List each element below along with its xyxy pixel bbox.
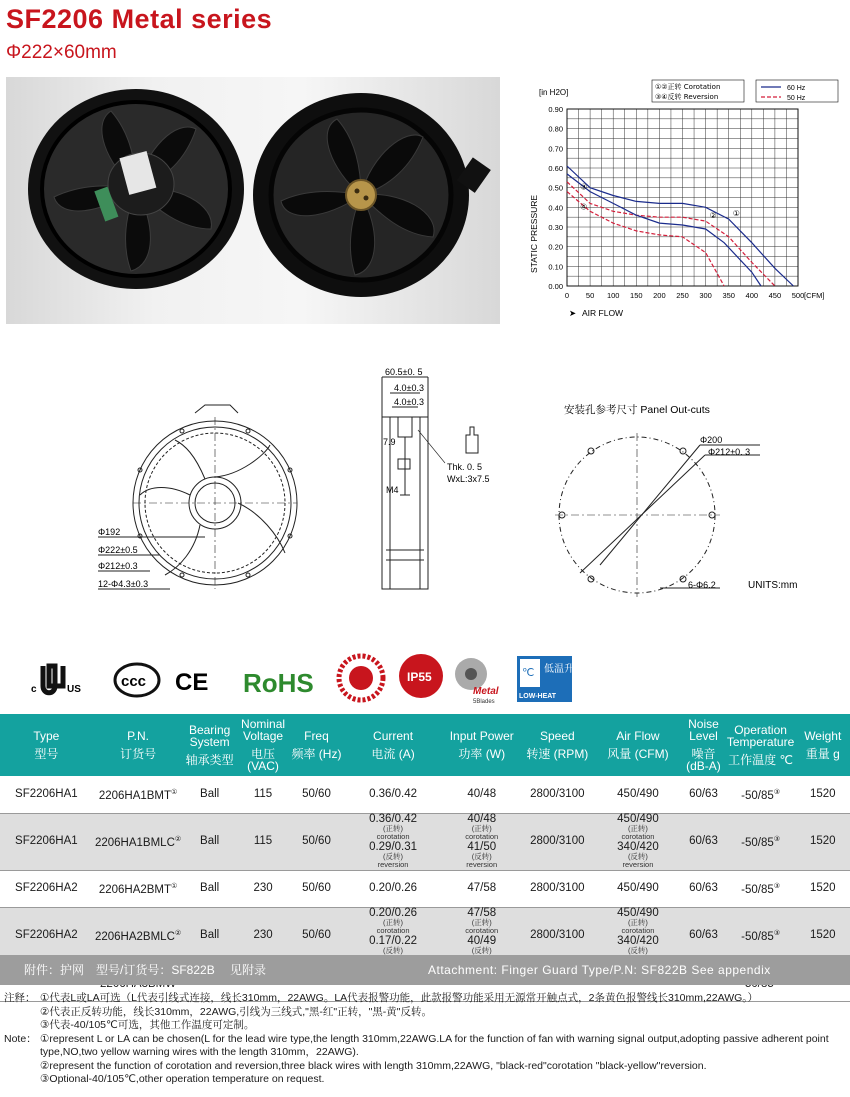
table-header-cell [343, 714, 444, 776]
table-cell: 450/490 (正转) corotation 340/420 (反转) reversion [595, 813, 682, 870]
svg-text:低温升: 低温升 [544, 664, 574, 675]
table-cell: 0.36/0.42 (正转) corotation 0.29/0.31 (反转) reversion [343, 813, 444, 870]
metal-blades-icon [455, 658, 499, 705]
x-axis-arrow-icon: ➤ [569, 308, 577, 318]
header-en: P.N. [127, 729, 149, 743]
series-line-1 [567, 166, 793, 286]
cell-value: 40/48 [467, 787, 497, 800]
table-cell [343, 870, 444, 907]
table-cell [595, 870, 682, 907]
cell-bearing: Ball [200, 882, 220, 894]
cell-noise: 60/63 [689, 882, 718, 894]
table-cell [290, 870, 342, 907]
table-cell [726, 776, 796, 813]
table-cell [236, 776, 290, 813]
dim-m4: M4 [386, 485, 399, 495]
ul-c-text: c [31, 684, 37, 695]
cell-weight: 1520 [809, 929, 836, 941]
pn-mark: ① [171, 788, 178, 796]
cell-speed: 2800/3100 [530, 882, 585, 894]
green-seal-icon [339, 656, 383, 700]
cell-freq: 50/60 [302, 787, 331, 800]
cell-freq: 50/60 [302, 882, 331, 894]
table-cell: 0.20/0.26 (正转) corotation 0.17/0.22 (反转) [343, 907, 444, 964]
table-cell [183, 870, 235, 907]
cell-value: 450/490 [617, 787, 659, 800]
y-unit-label: [in H2O] [539, 88, 569, 97]
series-line-4 [567, 192, 724, 286]
x-unit-label: [CFM] [804, 291, 825, 300]
dim-thk: Thk. 0. 5 [447, 462, 483, 472]
rohs-icon: RoHS [243, 668, 314, 698]
x-tick-label: 250 [676, 291, 689, 300]
y-axis-label: STATIC PRESSURE [529, 194, 539, 273]
legend-50hz: 50 Hz [787, 95, 806, 102]
table-cell [520, 870, 595, 907]
cell-temp: -50/85 [741, 930, 774, 943]
cell-freq: 50/60 [302, 929, 331, 941]
table-cell: 47/58 (正转) corotation 40/49 (反转) [443, 907, 520, 964]
cell-temp: -50/85 [741, 836, 774, 849]
cell-speed: 2800/3100 [530, 835, 585, 847]
ul-us-text: US [67, 684, 81, 695]
dim-side-width: 60.5±0. 5 [385, 367, 423, 377]
pn-mark: ① [171, 883, 178, 891]
header-cn: 型号 [34, 747, 59, 761]
header-cn: 轴承类型 [185, 753, 234, 767]
header-cn: 功率 (W) [458, 747, 506, 761]
cell-weight: 1520 [809, 787, 836, 800]
panel-cutout-drawing [555, 433, 760, 597]
dim-holes: 12-Φ4.3±0.3 [98, 579, 149, 589]
table-row [0, 870, 850, 907]
legend-60hz: 60 Hz [787, 85, 806, 92]
table-header-cell [0, 714, 93, 776]
x-axis-label: AIR FLOW [582, 308, 624, 318]
page-title: SF2206 Metal series [6, 4, 273, 34]
header-en: Speed [539, 729, 575, 743]
cell-value-a: 40/48 [467, 812, 497, 825]
header-en: Current [373, 729, 414, 743]
temp-mark: ③ [773, 836, 781, 844]
svg-text:Metal: Metal [473, 686, 499, 697]
x-tick-label: 50 [585, 291, 595, 300]
cell-type: SF2206HA1 [15, 835, 78, 847]
header-cn: 风量 (CFM) [607, 747, 669, 761]
table-cell [726, 870, 796, 907]
note-en-1: ①represent L or LA can be chosen(L for the lead wire type,the length 310mm,22AWG.LA for the function of fan with warning signal output,adopting passive adherent point type,NO,two yellow warning wires with the length 310mm，22AWG). [40, 1032, 829, 1058]
table-cell [236, 813, 290, 870]
note-zh-1: ①代表L或LA可选（L代表引线式连接，线长310mm，22AWG。LA代表报警功能，此款报警功能采用无源常开触点式，2条黄色报警线长310mm,22AWG。） [40, 992, 759, 1004]
table-cell [520, 813, 595, 870]
series-marker-2: ② [709, 211, 717, 221]
table-header-cell [443, 714, 520, 776]
header-en: Operation Temperature [726, 723, 795, 749]
performance-curve-chart [505, 78, 845, 323]
cell-type: SF2206HA1 [15, 787, 78, 800]
cell-value: 450/490 [617, 882, 659, 894]
table-header-cell [726, 714, 796, 776]
series-marker-3: ③ [580, 182, 588, 192]
x-tick-label: 150 [630, 291, 643, 300]
dimension-drawings [0, 355, 850, 615]
ce-icon: CE [175, 669, 209, 696]
table-cell [236, 870, 290, 907]
dim-222: Φ222±0.5 [98, 545, 138, 555]
product-photo [6, 77, 500, 324]
page-subtitle: Φ222×60mm [6, 42, 117, 63]
dim-side-t2: 4.0±0.3 [394, 397, 424, 407]
cell-noise: 60/63 [689, 929, 718, 941]
cell-value-a: 0.36/0.42 [369, 812, 418, 825]
table-cell [443, 776, 520, 813]
header-en: Input Power [449, 729, 514, 743]
table-cell [93, 870, 184, 907]
cell-weight: 1520 [809, 835, 836, 847]
legend-corotation: ①②正转 Corotation [655, 83, 721, 91]
temp-mark: ③ [773, 930, 781, 938]
table-row [0, 776, 850, 813]
x-tick-label: 0 [564, 291, 570, 300]
cell-pn: 2206HA2BMLC [94, 930, 175, 943]
ip55-icon [399, 654, 443, 698]
header-cn: 电压 (VAC) [247, 747, 279, 773]
table-cell [93, 813, 184, 870]
cell-value-a: 47/58 [467, 906, 497, 919]
cell-bearing: Ball [200, 787, 220, 800]
table-cell [443, 870, 520, 907]
cell-speed: 2800/3100 [530, 787, 585, 800]
header-en: Air Flow [616, 729, 660, 743]
table-cell [0, 870, 93, 907]
note-zh-3: ③代表-40/105℃可选，其他工作温度可定制。 [40, 1019, 255, 1031]
dim-212: Φ212±0.3 [98, 561, 138, 571]
y-tick-label: 0.60 [548, 164, 563, 173]
table-header-cell [236, 714, 290, 776]
low-heat-icon [517, 656, 574, 702]
pn-mark: ② [174, 930, 182, 938]
cell-voltage: 230 [253, 929, 273, 941]
attachment-bar [0, 955, 850, 985]
table-cell [681, 776, 725, 813]
y-tick-label: 0.10 [548, 262, 563, 272]
cell-value-a: 0.20/0.26 [369, 906, 418, 919]
series-marker-4: ④ [580, 202, 588, 212]
cell-noise: 60/63 [689, 787, 718, 800]
table-header-cell [183, 714, 235, 776]
cell-value: 0.20/0.26 [369, 882, 418, 894]
table-cell [183, 813, 235, 870]
table-header-cell [681, 714, 725, 776]
note-en-3: ③Optional-40/105℃,other operation temperature on request. [40, 1073, 325, 1085]
x-tick-label: 350 [722, 291, 735, 300]
panel-dim-212: Φ212±0. 3 [708, 447, 751, 457]
ul-mark-icon [31, 666, 81, 695]
y-tick-label: 0.90 [548, 105, 563, 114]
header-en: Noise Level [688, 717, 719, 743]
cell-bearing: Ball [200, 835, 220, 847]
header-en: Weight [804, 729, 842, 743]
table-cell [796, 776, 850, 813]
ccc-icon [115, 664, 159, 696]
cell-speed: 2800/3100 [530, 929, 585, 941]
header-en: Bearing System [188, 723, 231, 749]
panel-cutout-title: 安装孔参考尺寸 Panel Out-cuts [564, 404, 710, 416]
table-cell [681, 813, 725, 870]
dim-7-9: 7.9 [383, 437, 396, 447]
table-cell [290, 776, 342, 813]
y-tick-label: 0.40 [548, 203, 563, 213]
cell-weight: 1520 [809, 882, 836, 894]
note-en-2: ②represent the function of corotation and reversion,three black wires with length 310mm,22AWG, "black-red"corotation "black-yellow"reversion. [40, 1059, 707, 1072]
cell-value-b: 40/49 [467, 934, 497, 947]
attachment-cn: 附件：护网 型号/订货号：SF822B 见附录 [24, 963, 267, 977]
cell-value-b: 41/50 [467, 840, 497, 853]
table-cell: 450/490 (正转) corotation 340/420 (反转) [595, 907, 682, 964]
table-cell [343, 776, 444, 813]
dim-wxl: WxL:3x7.5 [447, 474, 490, 484]
cell-value-b: 0.17/0.22 [369, 934, 418, 947]
header-cn: 噪音 (dB-A) [686, 747, 721, 773]
panel-dim-200: Φ200 [700, 435, 723, 445]
svg-text:ccc: ccc [121, 673, 147, 690]
table-cell [520, 776, 595, 813]
header-cn: 工作温度 ℃ [728, 753, 793, 767]
temp-mark: ③ [773, 883, 781, 891]
cell-voltage: 230 [253, 882, 273, 894]
y-tick-label: 0.20 [548, 242, 563, 252]
header-cn: 频率 (Hz) [291, 747, 342, 761]
cell-value-b: 340/420 [617, 840, 659, 853]
svg-text:IP55: IP55 [407, 670, 432, 684]
y-tick-label: 0.00 [548, 282, 563, 291]
table-cell [93, 776, 184, 813]
x-tick-label: 500 [791, 291, 805, 300]
x-tick-label: 450 [768, 291, 782, 300]
table-header-cell [796, 714, 850, 776]
table-cell [726, 813, 796, 870]
table-cell [0, 776, 93, 813]
cell-temp: -50/85 [741, 789, 774, 802]
y-tick-label: 0.70 [548, 144, 563, 154]
notes-section [4, 992, 846, 1087]
table-header-row [0, 714, 850, 776]
cell-value-b: 0.29/0.31 [369, 840, 418, 853]
panel-dim-holes: 6-Φ6.2 [688, 580, 716, 590]
cell-type: SF2206HA2 [15, 882, 78, 894]
cell-value-a: 450/490 [617, 906, 659, 919]
cell-value: 0.36/0.42 [369, 787, 418, 800]
cell-pn: 2206HA2BMT [98, 883, 172, 896]
svg-text:℃: ℃ [522, 667, 535, 679]
header-cn: 转速 (RPM) [526, 747, 589, 761]
header-cn: 订货号 [120, 747, 157, 761]
x-tick-label: 200 [653, 291, 666, 300]
table-header-cell [290, 714, 342, 776]
table-cell [595, 776, 682, 813]
header-cn: 电流 (A) [371, 747, 415, 761]
dim-192: Φ192 [98, 527, 121, 537]
temp-mark: ③ [773, 788, 781, 796]
cell-type: SF2206HA2 [15, 929, 78, 941]
x-tick-label: 100 [606, 291, 620, 300]
table-cell [290, 813, 342, 870]
x-tick-label: 300 [699, 291, 712, 300]
cell-pn: 2206HA1BMLC [94, 836, 175, 849]
cell-temp: -50/85 [741, 883, 774, 896]
table-cell: 40/48 (正转) corotation 41/50 (反转) reversion [443, 813, 520, 870]
cell-value: 47/58 [467, 882, 497, 894]
y-tick-label: 0.80 [548, 124, 563, 134]
cell-noise: 60/63 [689, 835, 718, 847]
header-en: Nominal Voltage [241, 717, 286, 743]
series-marker-1: ① [732, 209, 740, 219]
note-zh-2: ②代表正反转功能，线长310mm，22AWG,引线为三线式,"黑-红"正转，"黑-黄"反转。 [40, 1005, 433, 1018]
table-cell [681, 870, 725, 907]
svg-text:5Blades: 5Blades [473, 699, 495, 705]
table-cell [796, 813, 850, 870]
table-row [0, 813, 850, 870]
cell-voltage: 115 [253, 787, 273, 800]
header-cn: 重量 g [805, 747, 840, 761]
certification-icons [25, 640, 625, 710]
cell-pn: 2206HA1BMT [98, 789, 172, 802]
units-label: UNITS:mm [748, 580, 798, 591]
header-en: Freq [304, 729, 329, 743]
cell-value-a: 450/490 [617, 812, 659, 825]
legend-reversion: ③④反转 Reversion [655, 93, 719, 101]
svg-text:LOW-HEAT: LOW-HEAT [519, 693, 557, 700]
table-header-cell [520, 714, 595, 776]
dim-side-t1: 4.0±0.3 [394, 383, 424, 393]
table-cell [0, 813, 93, 870]
cell-freq: 50/60 [302, 835, 331, 847]
x-tick-label: 400 [745, 291, 759, 300]
cell-voltage: 115 [253, 835, 273, 847]
cell-value-b: 340/420 [617, 934, 659, 947]
y-tick-label: 0.30 [548, 223, 563, 232]
notes-en-label: Note： [4, 1032, 37, 1045]
header-en: Type [33, 729, 60, 743]
table-header-cell [595, 714, 682, 776]
series-line-3 [567, 174, 761, 286]
attachment-en: Attachment: Finger Guard Type/P.N: SF822B See appendix [428, 963, 771, 977]
table-cell [796, 870, 850, 907]
notes-zh-label: 注释： [4, 992, 36, 1004]
y-tick-label: 0.50 [548, 183, 563, 193]
cell-bearing: Ball [200, 929, 220, 941]
table-cell [183, 776, 235, 813]
table-header-cell [93, 714, 184, 776]
pn-mark: ② [174, 836, 182, 844]
